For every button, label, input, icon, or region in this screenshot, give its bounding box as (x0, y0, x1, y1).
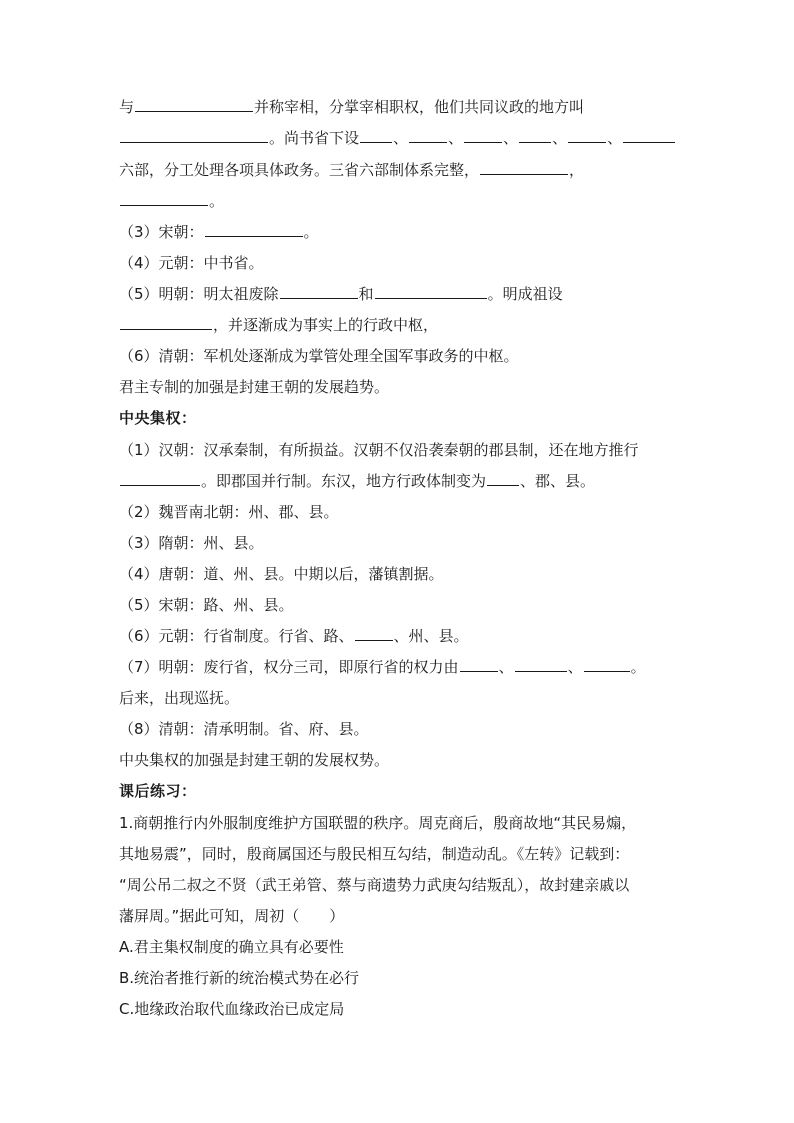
fill-in-blank (360, 128, 392, 143)
text-run: 。 (209, 192, 225, 210)
text-line (119, 564, 684, 584)
text-run: 、 (503, 129, 519, 147)
fill-in-blank (120, 128, 268, 143)
fill-in-blank (568, 128, 606, 143)
text-run: 、 (448, 129, 464, 147)
text-run: “周公吊二叔之不贤（武王弟管、蔡与商遗势力武庚勾结叛乱），故封建亲戚以 (119, 876, 630, 894)
text-line (119, 253, 684, 273)
text-line (119, 626, 684, 646)
text-run: 、州、县。 (393, 627, 469, 645)
fill-in-blank (460, 657, 498, 672)
fill-in-blank (375, 284, 487, 299)
text-line (119, 128, 684, 148)
text-run: 。 (303, 223, 319, 241)
text-line (119, 719, 684, 739)
text-line (119, 688, 684, 708)
text-line (119, 750, 684, 770)
text-line (119, 160, 684, 180)
text-run: 藩屏周。”据此可知，周初（ ） (119, 907, 345, 925)
text-run: C.地缘政治取代血缘政治已成定局 (119, 1000, 345, 1018)
text-line (119, 377, 684, 397)
text-run: 、 (393, 129, 409, 147)
fill-in-blank (120, 191, 208, 206)
fill-in-blank (480, 160, 568, 175)
text-line (119, 502, 684, 522)
text-run: 课后练习： (119, 782, 197, 800)
text-line (119, 906, 684, 926)
text-line (119, 937, 684, 957)
text-line (119, 315, 684, 335)
text-run: 、 (552, 129, 568, 147)
fill-in-blank (120, 471, 200, 486)
fill-in-blank (584, 657, 630, 672)
text-line (119, 471, 684, 491)
text-run: （8）清朝：清承明制。省、府、县。 (119, 720, 369, 738)
fill-in-blank (464, 128, 502, 143)
fill-in-blank (280, 284, 358, 299)
text-run: （4）唐朝：道、州、县。中期以后，藩镇割据。 (119, 565, 444, 583)
text-run: （4）元朝：中书省。 (119, 254, 264, 272)
text-line (119, 657, 684, 677)
text-run: 其地易震”，同时，殷商属国还与殷民相互勾结，制造动乱。《左转》记载到： (119, 845, 630, 863)
text-line (119, 813, 684, 833)
text-line (119, 875, 684, 895)
text-run: ，并逐渐成为事实上的行政中枢， (213, 316, 439, 334)
text-run: 六部，分工处理各项具体政务。三省六部制体系完整， (119, 161, 480, 179)
text-run: B.统治者推行新的统治模式势在必行 (119, 969, 360, 987)
text-run: 、 (498, 658, 514, 676)
fill-in-blank (487, 471, 519, 486)
fill-in-blank (409, 128, 447, 143)
text-run: ， (569, 161, 585, 179)
text-run: （7）明朝：废行省，权分三司，即原行省的权力由 (119, 658, 459, 676)
fill-in-blank (355, 626, 393, 641)
text-line (119, 191, 684, 211)
text-run: 与 (119, 98, 135, 116)
text-run: （6）清朝：军机处逐渐成为掌管处理全国军事政务的中枢。 (119, 347, 519, 365)
text-run: （3）隋朝：州、县。 (119, 534, 264, 552)
fill-in-blank (120, 315, 212, 330)
text-run: 、 (607, 129, 623, 147)
text-run: 1.商朝推行内外服制度维护方国联盟的秩序。周克商后，殷商故地“其民易煽， (119, 814, 637, 832)
text-line (119, 844, 684, 864)
text-line (119, 533, 684, 553)
fill-in-blank (135, 97, 253, 112)
text-run: A.君主集权制度的确立具有必要性 (119, 938, 344, 956)
text-run: 中央集权的加强是封建王朝的发展权势。 (119, 751, 390, 769)
text-run: 。明成祖设 (487, 285, 563, 303)
text-run: 、郡、县。 (520, 472, 596, 490)
text-line (119, 595, 684, 615)
text-line (119, 222, 684, 242)
text-run: （5）明朝：明太祖废除 (119, 285, 279, 303)
text-line (119, 346, 684, 366)
fill-in-blank (205, 222, 303, 237)
text-run: 。即郡国并行制。东汉，地方行政体制变为 (201, 472, 487, 490)
heading (119, 781, 684, 801)
text-run: 并称宰相，分掌宰相职权，他们共同议政的地方叫 (254, 98, 585, 116)
text-line (119, 968, 684, 988)
heading (119, 408, 684, 428)
text-run: 君主专制的加强是封建王朝的发展趋势。 (119, 378, 390, 396)
text-run: （1）汉朝：汉承秦制，有所损益。汉朝不仅沿袭秦朝的郡县制，还在地方推行 (119, 441, 639, 459)
text-run: 中央集权： (119, 409, 197, 427)
text-line (119, 999, 684, 1019)
text-run: （3）宋朝： (119, 223, 204, 241)
text-run: （5）宋朝：路、州、县。 (119, 596, 294, 614)
fill-in-blank (623, 128, 675, 143)
text-run: 后来，出现巡抚。 (119, 689, 240, 707)
fill-in-blank (519, 128, 551, 143)
text-line (119, 440, 684, 460)
text-run: 、 (567, 658, 583, 676)
text-run: 和 (358, 285, 374, 303)
text-line (119, 97, 684, 117)
text-run: （2）魏晋南北朝：州、郡、县。 (119, 503, 339, 521)
text-run: 。尚书省下设 (269, 129, 360, 147)
text-run: （6）元朝：行省制度。行省、路、 (119, 627, 354, 645)
fill-in-blank (515, 657, 567, 672)
text-run: 。 (630, 658, 646, 676)
text-line (119, 284, 684, 304)
